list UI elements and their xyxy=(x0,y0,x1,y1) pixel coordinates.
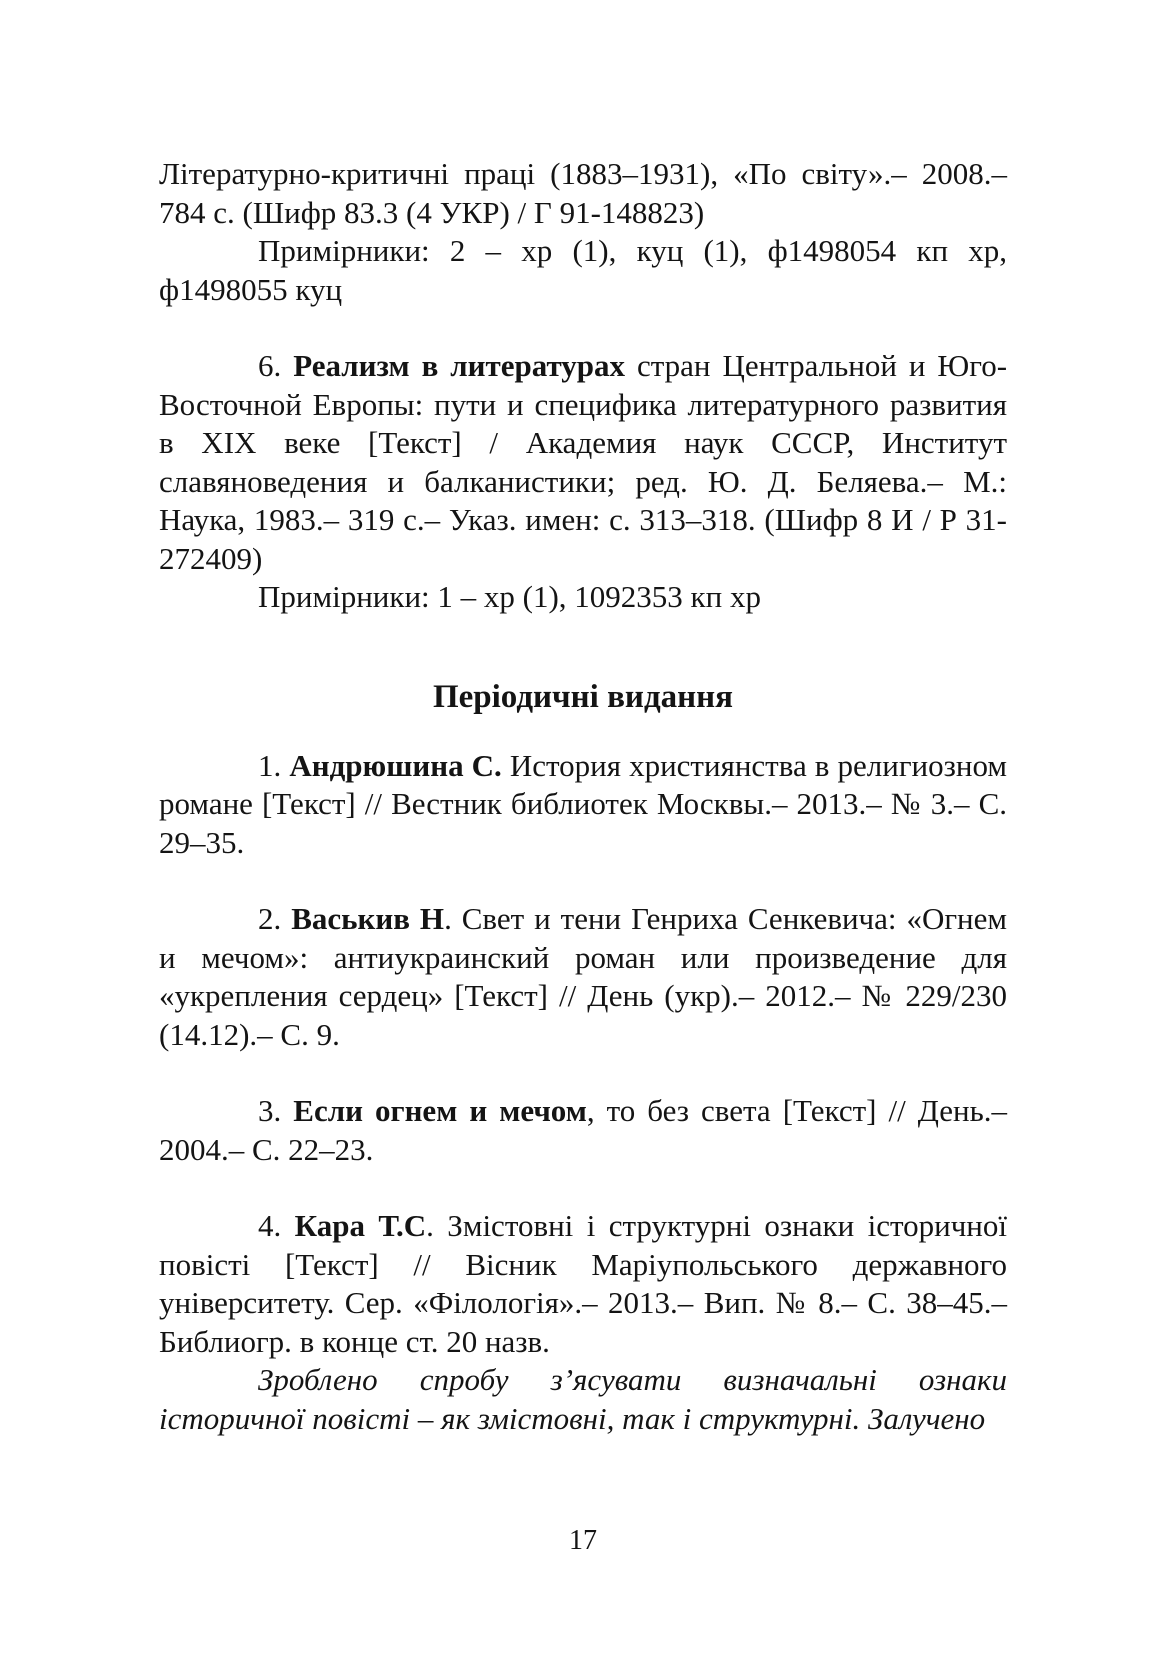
entry-continuation-copies: Примірники: 2 – хр (1), куц (1), ф1498054 кп хр, ф1498055 куц xyxy=(159,233,1007,307)
entry-text: . Свет и тени Генриха Сенкевича: «Огнем и мечом»: антиукраинский роман или произведение для «укрепления сердец» [Текст] // День (укр).– 2012.– № 229/230 (14.12).– С. 9. xyxy=(159,901,1008,1052)
section-heading: Періодичні видання xyxy=(432,678,734,715)
entry-number: 4. xyxy=(258,1208,282,1243)
entry-number: 2. xyxy=(258,901,282,936)
periodical-entry-1 xyxy=(159,747,1007,863)
entry-author-bold: Андрюшина С. xyxy=(289,747,502,783)
periodical-entry-3 xyxy=(159,1092,1007,1169)
entry-6-copies: Примірники: 1 – хр (1), 1092353 кп хр xyxy=(258,579,761,614)
entry-number: 1. xyxy=(258,747,282,783)
entry-text: стран Центральной и Юго-Восточной Европы: пути и специфика литературного развития в XIX веке [Текст] / Академия наук СССР, Институт славяноведения и балканистики; ред. Ю. Д. Беляева.– М.: Наука, 1983.– 319 с.– Указ. имен: с. 313–318. (Шифр 8 И / Р 31-272409) xyxy=(159,348,1008,576)
periodical-entry-2 xyxy=(159,900,1007,1054)
entry-text: . Змістовні і структурні ознаки історичної повісті [Текст] // Вісник Маріупольського державного університету. Сер. «Філологія».– 2013.– Вип. № 8.– С. 38–45.– Библиогр. в конце ст. 20 назв. xyxy=(159,1208,1007,1359)
entry-continuation-text: Літературно-критичні праці (1883–1931), «По світу».– 2008.– 784 с. (Шифр 83.3 (4 УКР) / Г 91-148823) xyxy=(159,156,1007,230)
periodical-entry-4-annotation: Зроблено спробу з’ясувати визначальні ознаки історичної повісті – як змістовні, так і структурні. Залучено xyxy=(159,1362,1007,1436)
entry-text: , то без света [Текст] // День.– 2004.– С. 22–23. xyxy=(159,1093,1007,1167)
entry-author-bold: Кара Т.С xyxy=(294,1208,427,1243)
page-number: 17 xyxy=(569,1525,597,1556)
periodical-entry-4 xyxy=(159,1207,1007,1361)
entry-text: История християнства в религиозном романе [Текст] // Вестник библиотек Москвы.– 2013.– № 3.– С. 29–35. xyxy=(159,747,1007,860)
entry-6 xyxy=(159,347,1007,578)
entry-author-bold: Васькив Н xyxy=(291,901,445,936)
entry-number: 6. xyxy=(258,348,282,383)
entry-title-bold: Реализм в литературах xyxy=(293,348,626,383)
entry-number: 3. xyxy=(258,1093,282,1128)
entry-title-bold: Если огнем и мечом xyxy=(293,1093,587,1128)
document-page xyxy=(159,155,1007,1438)
